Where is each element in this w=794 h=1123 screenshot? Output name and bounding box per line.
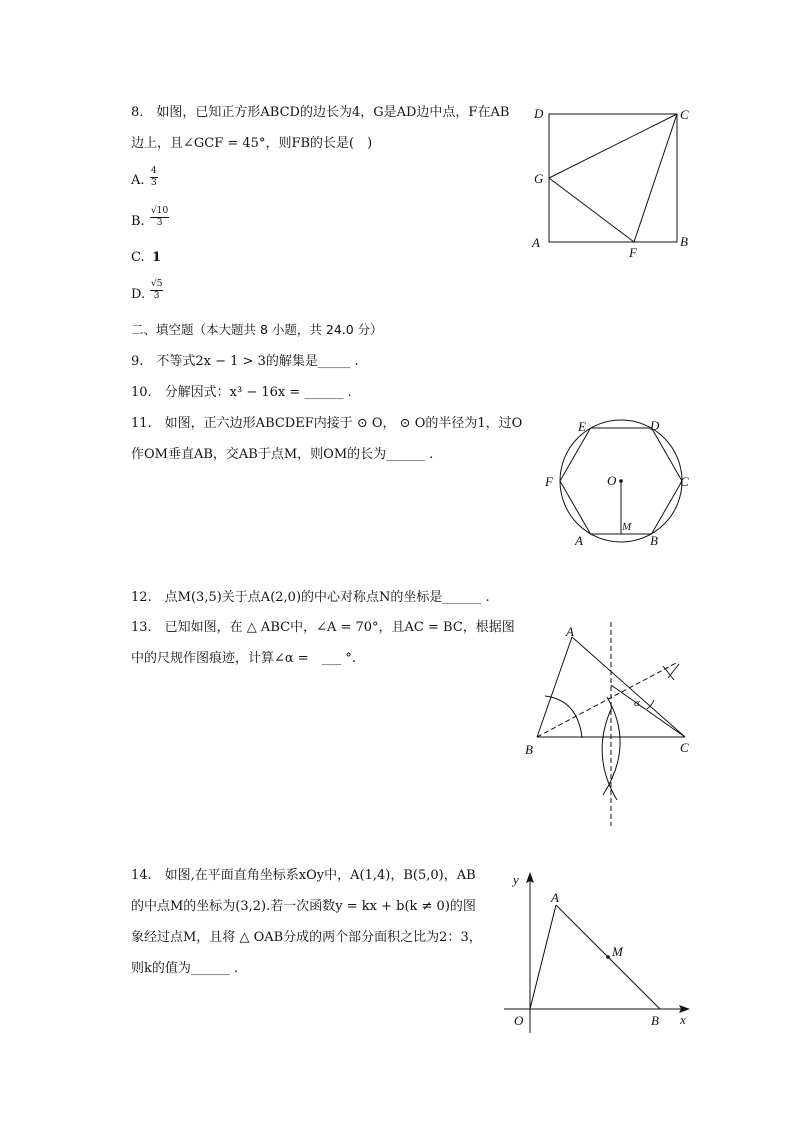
q13-arc-left	[602, 707, 617, 800]
q13-mark-2	[668, 664, 679, 678]
q11-label-f: F	[545, 474, 553, 489]
q11-label-c: C	[680, 474, 689, 489]
q11-figure	[544, 418, 689, 548]
q13-label-alpha: α	[634, 697, 640, 709]
q13-line1: 13. 已知如图，在 △ ABC中，∠A = 70°，且AC = BC，根据图	[131, 620, 515, 635]
q8-label-c: C	[680, 107, 689, 122]
q8-segment-cf	[634, 114, 677, 242]
q13-figure	[525, 622, 689, 826]
q13-label-a: A	[566, 624, 574, 639]
q8-choice-d-denominator: 3	[153, 291, 160, 301]
q11-label-a: A	[575, 533, 583, 548]
q13-label-b: B	[525, 742, 533, 757]
q10-text: 10. 分解因式：x³ − 16x = ______ .	[131, 385, 352, 400]
q8-square	[549, 114, 677, 242]
q8-label-f: F	[629, 245, 637, 260]
q11-label-o: O	[607, 473, 617, 488]
q14-label-o: O	[514, 1013, 524, 1028]
q11-label-b: B	[650, 533, 658, 548]
q13-side-ab	[537, 637, 572, 737]
q8-choice-b-label: B.	[131, 214, 145, 229]
q12-text: 12. 点M(3,5)关于点A(2,0)的中心对称点N的坐标是______ .	[131, 590, 490, 605]
q13-segment-to-c	[611, 685, 685, 737]
q14-label-a: A	[551, 890, 559, 905]
q9-text: 9. 不等式2x − 1 > 3的解集是_____ .	[131, 354, 359, 369]
q14-label-y: y	[513, 872, 519, 887]
q11-label-d: D	[650, 418, 660, 433]
q8-choice-d-label: D.	[131, 287, 146, 302]
q13-side-ac	[572, 637, 685, 737]
section-2-heading: 二、填空题（本大题共 8 小题，共 24.0 分）	[131, 322, 383, 337]
q14-line2: 的中点M的坐标为(3,2).若一次函数y = kx + b(k ≠ 0)的图	[131, 899, 476, 914]
q14-label-b: B	[651, 1013, 659, 1028]
q14-line4: 则k的值为______ .	[131, 961, 239, 976]
q8-choice-b-denominator: 3	[156, 218, 163, 228]
q13-label-c: C	[680, 740, 689, 755]
q14-line3: 象经过点M，且将 △ OAB分成的两个部分面积之比为2：3，	[131, 930, 482, 945]
q8-choice-c-value: 1	[152, 250, 162, 265]
q8-choice-a-numerator: 4	[151, 166, 157, 176]
q11-line2: 作OM垂直AB，交AB于点M，则OM的长为______ .	[131, 447, 434, 462]
q11-label-m: M	[622, 521, 632, 533]
q8-choice-a-label: A.	[131, 173, 145, 188]
q11-line1: 11. 如图，正六边形ABCDEF内接于 ⊙ O， ⊙ O的半径为1，过O	[131, 416, 523, 431]
q11-center-dot	[619, 479, 623, 483]
q8-line2: 边上，且∠GCF = 45°，则FB的长是( )	[131, 136, 373, 151]
q13-arc-right	[603, 697, 620, 795]
q8-figure	[531, 106, 689, 260]
q8-segment-gf	[549, 178, 634, 242]
q14-segment-oa	[530, 905, 556, 1009]
q8-label-g: G	[534, 171, 544, 186]
q11-label-e: E	[578, 419, 586, 434]
q8-label-b: B	[680, 234, 688, 249]
q8-choice-d-numerator: √5	[151, 279, 163, 289]
q8-choice-b-numerator: √10	[151, 206, 169, 216]
q8-choice-c-label: C.	[131, 250, 145, 265]
q8-segment-gc	[549, 114, 677, 178]
q13-arc-at-b	[545, 696, 582, 738]
q13-line2: 中的尺规作图痕迹，计算∠α = ___ °.	[131, 651, 356, 666]
q8-choice-a-denominator: 3	[151, 178, 157, 188]
q8-label-a: A	[532, 235, 540, 250]
q14-line1: 14. 如图,在平面直角坐标系xOy中，A(1,4)，B(5,0)，AB	[131, 868, 476, 883]
q14-label-m: M	[612, 944, 623, 959]
q14-figure	[504, 872, 690, 1033]
q14-label-x: x	[680, 1012, 686, 1027]
q14-point-m	[606, 955, 610, 959]
q8-label-d: D	[534, 106, 544, 121]
q8-line1: 8. 如图，已知正方形ABCD的边长为4，G是AD边中点，F在AB	[131, 105, 510, 120]
